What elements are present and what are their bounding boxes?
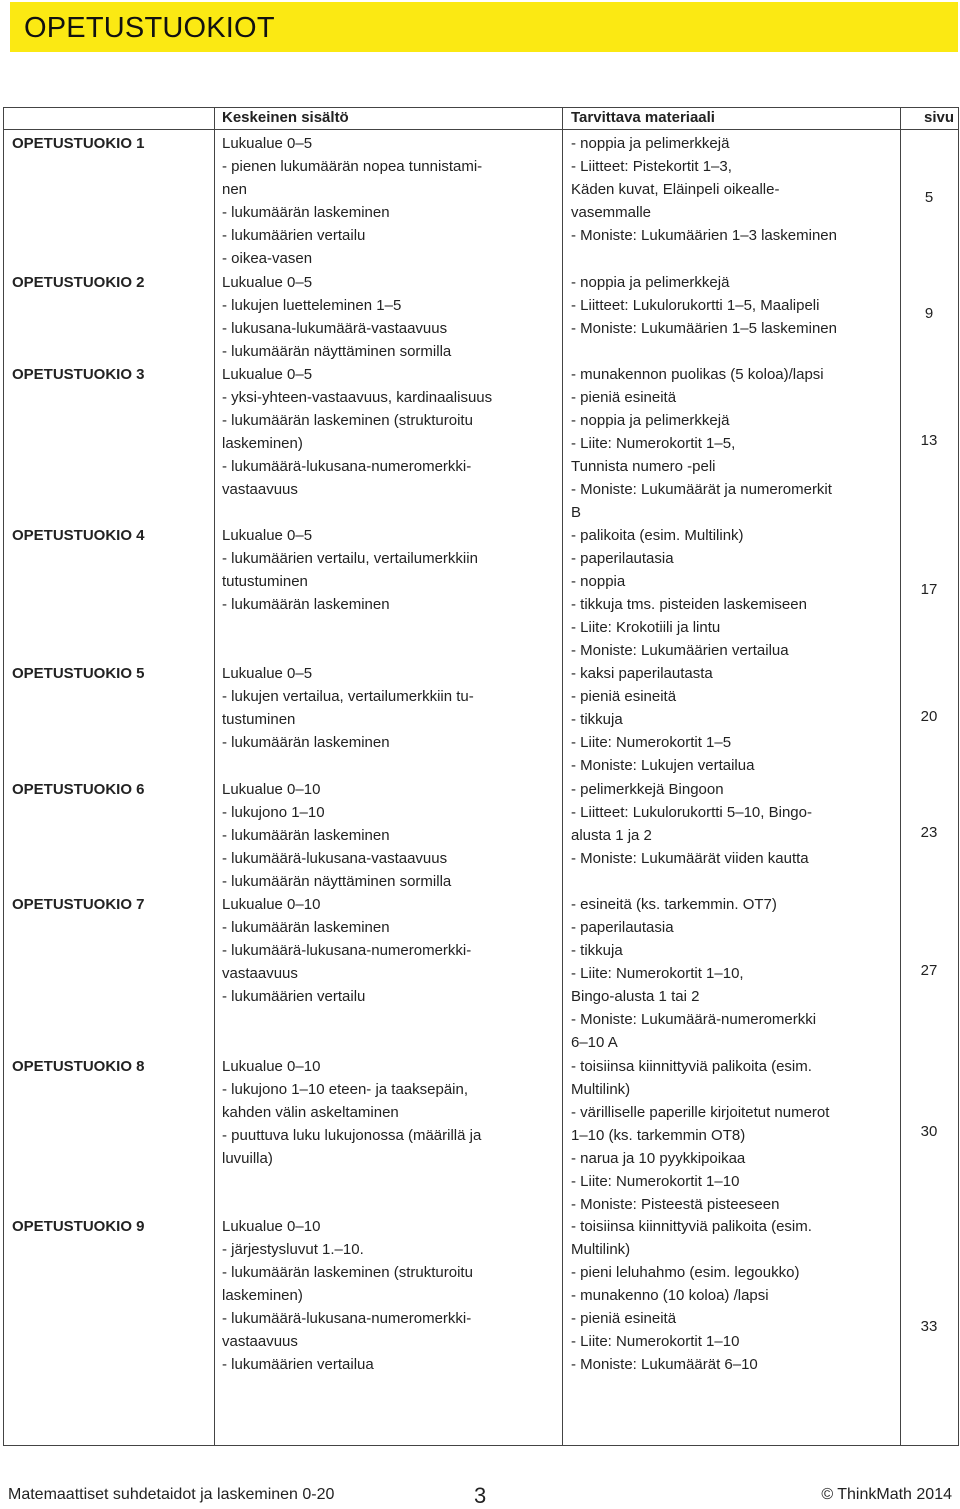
material-line: alusta 1 ja 2: [571, 827, 652, 844]
lesson-materials: [571, 132, 837, 247]
material-line: - munakennon puolikas (5 koloa)/lapsi: [571, 366, 824, 383]
column-header-content: Keskeinen sisältö: [222, 109, 349, 126]
lesson-page-number: 17: [920, 581, 938, 598]
content-line: nen: [222, 181, 248, 198]
content-line: - oikea-vasen: [222, 250, 313, 267]
content-line: - lukumäärän laskeminen (strukturoitu: [222, 1264, 473, 1281]
content-line: vastaavuus: [222, 481, 298, 498]
content-line: kahden välin askeltaminen: [222, 1104, 399, 1121]
material-line: - palikoita (esim. Multilink): [571, 527, 744, 544]
material-line: - värilliselle paperille kirjoitetut numerot: [571, 1104, 830, 1121]
content-line: - lukumäärän näyttäminen sormilla: [222, 873, 452, 890]
lesson-page-number: 23: [920, 823, 938, 841]
material-line: - Moniste: Pisteestä pisteeseen: [571, 1196, 780, 1213]
material-line: - Moniste: Lukumäärä-numeromerkki: [571, 1011, 817, 1028]
footer-book-title: Matemaattiset suhdetaidot ja laskeminen 0-20: [8, 1486, 335, 1503]
material-line: - Liite: Numerokortit 1–10: [571, 1333, 740, 1350]
content-line: - lukumäärän laskeminen: [222, 204, 390, 221]
table-border-right: [958, 107, 959, 1445]
material-line: - Moniste: Lukumäärät viiden kautta: [571, 850, 809, 867]
content-line: laskeminen): [222, 1287, 303, 1304]
lesson-page-number: 30: [920, 1123, 938, 1140]
lesson-page-number: 13: [920, 431, 938, 449]
content-line: - lukumäärien vertailua: [222, 1356, 374, 1373]
material-line: - esineitä (ks. tarkemmin. OT7): [571, 896, 777, 913]
content-line: - lukusana-lukumäärä-vastaavuus: [222, 320, 448, 337]
material-line: - noppia: [571, 573, 626, 590]
material-line: - Moniste: Lukumäärien 1–3 laskeminen: [571, 227, 837, 244]
lesson-page-number: 20: [920, 708, 938, 725]
lesson-label: OPETUSTUOKIO 6: [12, 781, 145, 798]
lesson-label: OPETUSTUOKIO 3: [12, 366, 145, 383]
material-line: Multilink): [571, 1241, 631, 1258]
material-line: - Liite: Numerokortit 1–5,: [571, 435, 736, 452]
material-line: - noppia ja pelimerkkejä: [571, 274, 730, 291]
material-line: - pieniä esineitä: [571, 688, 677, 705]
content-line: - lukumäärä-lukusana-numeromerkki-: [222, 458, 472, 475]
content-line: - lukumäärä-lukusana-numeromerkki-: [222, 1310, 472, 1327]
lesson-page-number: 9: [924, 305, 934, 322]
table-border-left: [3, 107, 4, 1445]
content-line: Lukualue 0–10: [222, 896, 321, 913]
content-line: - lukumäärä-lukusana-numeromerkki-: [222, 942, 472, 959]
content-line: - lukumäärän laskeminen: [222, 827, 390, 844]
material-line: - tikkuja: [571, 942, 623, 959]
lesson-label: OPETUSTUOKIO 5: [12, 665, 145, 682]
content-line: - lukujono 1–10: [222, 804, 325, 821]
material-line: B: [571, 504, 582, 521]
content-line: - lukujen vertailua, vertailumerkkiin tu-: [222, 688, 474, 705]
material-line: - narua ja 10 pyykkipoikaa: [571, 1150, 746, 1167]
content-line: Lukualue 0–10: [222, 1218, 321, 1235]
lesson-label: OPETUSTUOKIO 2: [12, 274, 145, 291]
table-divider-content: [562, 107, 563, 1445]
content-line: Lukualue 0–5: [222, 665, 313, 682]
material-line: - tikkuja tms. pisteiden laskemiseen: [571, 596, 807, 613]
lesson-materials: [571, 662, 754, 777]
material-line: - toisiinsa kiinnittyviä palikoita (esim.: [571, 1058, 812, 1075]
material-line: - kaksi paperilautasta: [571, 665, 713, 682]
content-line: Lukualue 0–5: [222, 274, 313, 291]
material-line: - Moniste: Lukumäärien vertailua: [571, 642, 789, 659]
material-line: 6–10 A: [571, 1034, 618, 1051]
material-line: - Moniste: Lukumäärät 6–10: [571, 1356, 758, 1373]
lesson-materials: [571, 893, 816, 1054]
material-line: - noppia ja pelimerkkejä: [571, 412, 730, 429]
lesson-content: [222, 662, 474, 754]
lesson-materials: [571, 524, 807, 662]
footer-copyright: © ThinkMath 2014: [821, 1486, 952, 1503]
content-line: luvuilla): [222, 1150, 273, 1167]
content-line: - lukumäärä-lukusana-vastaavuus: [222, 850, 448, 867]
lesson-materials: [571, 271, 837, 340]
lesson-label: OPETUSTUOKIO 8: [12, 1058, 145, 1075]
lesson-content: [222, 363, 492, 501]
material-line: - Liite: Krokotiili ja lintu: [571, 619, 721, 636]
material-line: 1–10 (ks. tarkemmin OT8): [571, 1127, 746, 1144]
column-header-page: sivu: [923, 109, 954, 126]
lesson-content: [222, 778, 451, 893]
content-line: - lukumäärän laskeminen: [222, 596, 390, 613]
material-line: - munakenno (10 koloa) /lapsi: [571, 1287, 769, 1304]
lesson-materials: [571, 363, 832, 524]
content-line: - pienen lukumäärän nopea tunnistami-: [222, 158, 483, 175]
content-line: Lukualue 0–5: [222, 527, 313, 544]
material-line: - paperilautasia: [571, 550, 674, 567]
page-title: OPETUSTUOKIOT: [24, 12, 275, 44]
lesson-materials: [571, 1215, 812, 1376]
content-line: - lukumäärän näyttäminen sormilla: [222, 343, 452, 360]
content-line: - lukumäärien vertailu: [222, 227, 366, 244]
content-line: - yksi-yhteen-vastaavuus, kardinaalisuus: [222, 389, 493, 406]
table-border-top: [3, 107, 959, 108]
material-line: - Moniste: Lukumäärät ja numeromerkit: [571, 481, 832, 498]
content-line: - lukumäärän laskeminen: [222, 734, 390, 751]
content-line: - lukumäärien vertailu, vertailumerkkiin: [222, 550, 478, 567]
footer-page-number: 3: [474, 1483, 487, 1508]
content-line: - lukumäärien vertailu: [222, 988, 366, 1005]
material-line: - noppia ja pelimerkkejä: [571, 135, 730, 152]
content-line: - puuttuva luku lukujonossa (määrillä ja: [222, 1127, 482, 1144]
lesson-label: OPETUSTUOKIO 7: [12, 896, 145, 913]
material-line: - pieni leluhahmo (esim. legoukko): [571, 1264, 800, 1281]
lesson-materials: [571, 1055, 829, 1216]
content-line: - lukumäärän laskeminen: [222, 919, 390, 936]
material-line: - Liitteet: Pistekortit 1–3,: [571, 158, 732, 175]
lesson-label: OPETUSTUOKIO 9: [12, 1218, 145, 1235]
content-line: - lukumäärän laskeminen (strukturoitu: [222, 412, 473, 429]
table-border-bottom: [3, 1445, 959, 1446]
material-line: Tunnista numero -peli: [571, 458, 716, 475]
material-line: - pelimerkkejä Bingoon: [571, 781, 724, 798]
lesson-content: [222, 271, 451, 363]
material-line: - toisiinsa kiinnittyviä palikoita (esim.: [571, 1218, 812, 1235]
table-header-rule: [3, 129, 959, 130]
material-line: - Liitteet: Lukulorukortti 1–5, Maalipeli: [571, 297, 820, 314]
content-line: Lukualue 0–10: [222, 1058, 321, 1075]
material-line: - Liite: Numerokortit 1–10: [571, 1173, 740, 1190]
material-line: - Liite: Numerokortit 1–5: [571, 734, 732, 751]
material-line: - Liitteet: Lukulorukortti 5–10, Bingo-: [571, 804, 812, 821]
lesson-page-number: 33: [920, 1318, 938, 1335]
lesson-content: [222, 1055, 481, 1170]
content-line: vastaavuus: [222, 1333, 298, 1350]
content-line: Lukualue 0–5: [222, 366, 313, 383]
content-line: tustuminen: [222, 711, 296, 728]
material-line: - Moniste: Lukujen vertailua: [571, 757, 755, 774]
material-line: Multilink): [571, 1081, 631, 1098]
material-line: - paperilautasia: [571, 919, 674, 936]
material-line: - Moniste: Lukumäärien 1–5 laskeminen: [571, 320, 837, 337]
lesson-label: OPETUSTUOKIO 4: [12, 527, 145, 544]
content-line: - lukujono 1–10 eteen- ja taaksepäin,: [222, 1081, 469, 1098]
material-line: - pieniä esineitä: [571, 1310, 677, 1327]
content-line: - järjestysluvut 1.–10.: [222, 1241, 364, 1258]
material-line: Käden kuvat, Eläinpeli oikealle-: [571, 181, 780, 198]
material-line: Bingo-alusta 1 tai 2: [571, 988, 700, 1005]
content-line: laskeminen): [222, 435, 303, 452]
lesson-page-number: 5: [924, 189, 934, 206]
material-line: - tikkuja: [571, 711, 623, 728]
content-line: - lukujen luetteleminen 1–5: [222, 297, 402, 314]
lesson-content: [222, 132, 482, 270]
table-divider-lesson: [214, 107, 215, 1445]
lesson-content: [222, 893, 471, 1008]
lesson-content: [222, 524, 478, 616]
material-line: - Liite: Numerokortit 1–10,: [571, 965, 744, 982]
lesson-label: OPETUSTUOKIO 1: [12, 135, 145, 152]
lesson-page-number: 27: [920, 961, 938, 979]
material-line: vasemmalle: [571, 204, 652, 221]
title-banner: [10, 2, 958, 52]
material-line: - pieniä esineitä: [571, 389, 677, 406]
content-line: Lukualue 0–5: [222, 135, 313, 152]
column-header-materials: Tarvittava materiaali: [571, 109, 715, 126]
lesson-content: [222, 1215, 473, 1376]
content-line: Lukualue 0–10: [222, 781, 321, 798]
lesson-materials: [571, 778, 812, 870]
content-line: tutustuminen: [222, 573, 308, 590]
content-line: vastaavuus: [222, 965, 298, 982]
